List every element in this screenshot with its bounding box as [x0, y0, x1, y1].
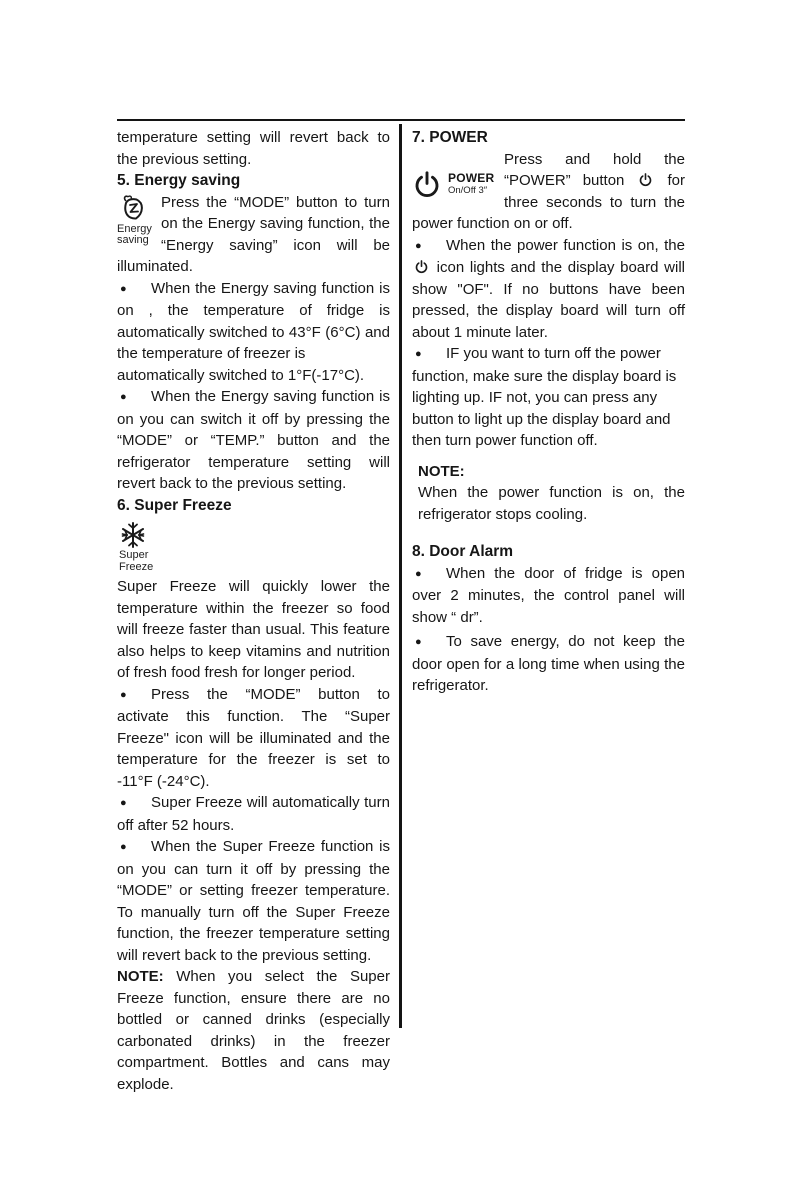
super-freeze-note — [117, 966, 390, 1095]
power-icon-label: POWER — [448, 170, 495, 185]
energy-saving-section — [117, 192, 390, 278]
right-column — [412, 127, 685, 697]
energy-saving-body: Press the “MODE” button to turn on the Energy saving function, the “Energy saving” icon will be illuminated. — [117, 193, 390, 275]
note-label: NOTE: — [418, 462, 465, 480]
power-bullet-1 — [412, 235, 685, 344]
column-divider — [399, 124, 402, 1028]
power-icon — [414, 259, 429, 274]
door-alarm-bullet-1 — [412, 563, 685, 629]
bullet-icon: ● — [120, 797, 127, 809]
note-label: NOTE: — [117, 968, 164, 985]
power-bullet-2-text: IF you want to turn off the power function, make sure the display board is lighting up. IF not, you can press any button to light up the display board and then turn power function off. — [412, 345, 677, 449]
door-alarm-bullet-1-text: When the door of fridge is open over 2 minutes, the control panel will show “ dr”. — [412, 564, 685, 626]
power-note-text: When the power function is on, the refrigerator stops cooling. — [418, 484, 685, 523]
super-freeze-bullet-1 — [117, 684, 390, 793]
energy-saving-bullet-2 — [117, 386, 390, 495]
super-freeze-bullet-2-text: Super Freeze will automatically turn off after 52 hours. — [117, 794, 390, 834]
super-freeze-icon-caption-line2: Freeze — [119, 560, 154, 573]
door-alarm-bullet-2 — [412, 631, 685, 697]
super-freeze-body: Super Freeze will quickly lower the temperature within the freezer so food will freeze faster than usual. This feature also helps to keep vitamins and nutrition of fresh food fresh for longer period. — [117, 578, 390, 681]
power-bullet-1-text-post: icon lights and the display board will show "OF". If no buttons have been pressed, the display board will turn off about 1 minute later. — [412, 259, 685, 341]
power-body-text-post: for three seconds to turn the power function on or off. — [412, 172, 685, 232]
energy-saving-bullet-1 — [117, 278, 390, 387]
energy-saving-leaf-icon — [117, 192, 149, 224]
power-icon — [412, 169, 442, 199]
power-icon-block — [412, 149, 504, 213]
bullet-icon: ● — [415, 239, 422, 252]
bullet-icon: ● — [120, 688, 127, 701]
power-section — [412, 149, 685, 235]
bullet-icon: ● — [120, 391, 127, 403]
power-bullet-1-text-pre: When the power function is on, the — [446, 236, 685, 254]
power-note-block — [412, 461, 685, 526]
energy-saving-bullet-2-text: When the Energy saving function is on you can switch it off by pressing the “MODE” or “TEMP.” button and the refrigerator temperature setting will revert back to the previous setting. — [117, 388, 390, 492]
super-freeze-bullet-3-text: When the Super Freeze function is on you can turn it off by pressing the “MODE” or setting freezer temperature. To manually turn off the Super Freeze function, the freezer temperature setting will revert back to the previous setting. — [117, 838, 390, 964]
bullet-icon: ● — [120, 841, 127, 853]
super-freeze-note-text: When you select the Super Freeze function, ensure there are no bottled or canned drinks (especially carbonated drinks) in the freezer compartment. Bottles and cans may explode. — [117, 968, 390, 1093]
energy-saving-icon-caption-line2: saving — [117, 234, 149, 246]
energy-saving-bullet-1-text-b: automatically switched to 1°F(-17°C). — [117, 366, 365, 384]
energy-saving-icon-block — [117, 192, 161, 256]
bullet-icon: ● — [415, 567, 422, 580]
door-alarm-bullet-2-text: To save energy, do not keep the door open for a long time when using the refrigerator. — [412, 633, 685, 694]
top-rule — [117, 119, 685, 121]
left-column — [117, 127, 390, 1095]
section-heading-super-freeze: 6. Super Freeze — [117, 496, 232, 514]
energy-saving-bullet-1-text-a: When the Energy saving function is on , the temperature of fridge is automatically switched to 43°F (6°C) and the temperature of freezer is — [117, 279, 390, 362]
super-freeze-bullet-3 — [117, 836, 390, 966]
super-freeze-bullet-1-text: Press the “MODE” button to activate this function. The “Super Freeze" icon will be illuminated and the temperature for the freezer is set to -11°F (-24°C). — [117, 685, 390, 790]
super-freeze-bullet-2 — [117, 792, 390, 836]
bullet-icon: ● — [415, 636, 422, 648]
intro-paragraph: temperature setting will revert back to the previous setting. — [117, 129, 390, 168]
power-icon-labels — [448, 172, 494, 196]
bullet-icon: ● — [415, 348, 422, 360]
power-bullet-2 — [412, 343, 685, 452]
power-icon-sublabel: On/Off 3″ — [448, 184, 488, 196]
super-freeze-icon-caption-line1: Super — [119, 549, 149, 561]
section-heading-door-alarm: 8. Door Alarm — [412, 543, 514, 560]
bullet-icon: ● — [120, 282, 127, 295]
super-freeze-icon-block — [119, 520, 390, 573]
energy-saving-icon-caption-line1: Energy — [117, 222, 152, 235]
power-icon — [638, 172, 653, 187]
power-body-text-pre: Press and hold the “POWER” button — [504, 150, 685, 189]
section-heading-power: 7. POWER — [412, 129, 488, 146]
section-heading-energy-saving: 5. Energy saving — [117, 172, 241, 189]
super-freeze-snowflake-icon — [119, 520, 147, 550]
